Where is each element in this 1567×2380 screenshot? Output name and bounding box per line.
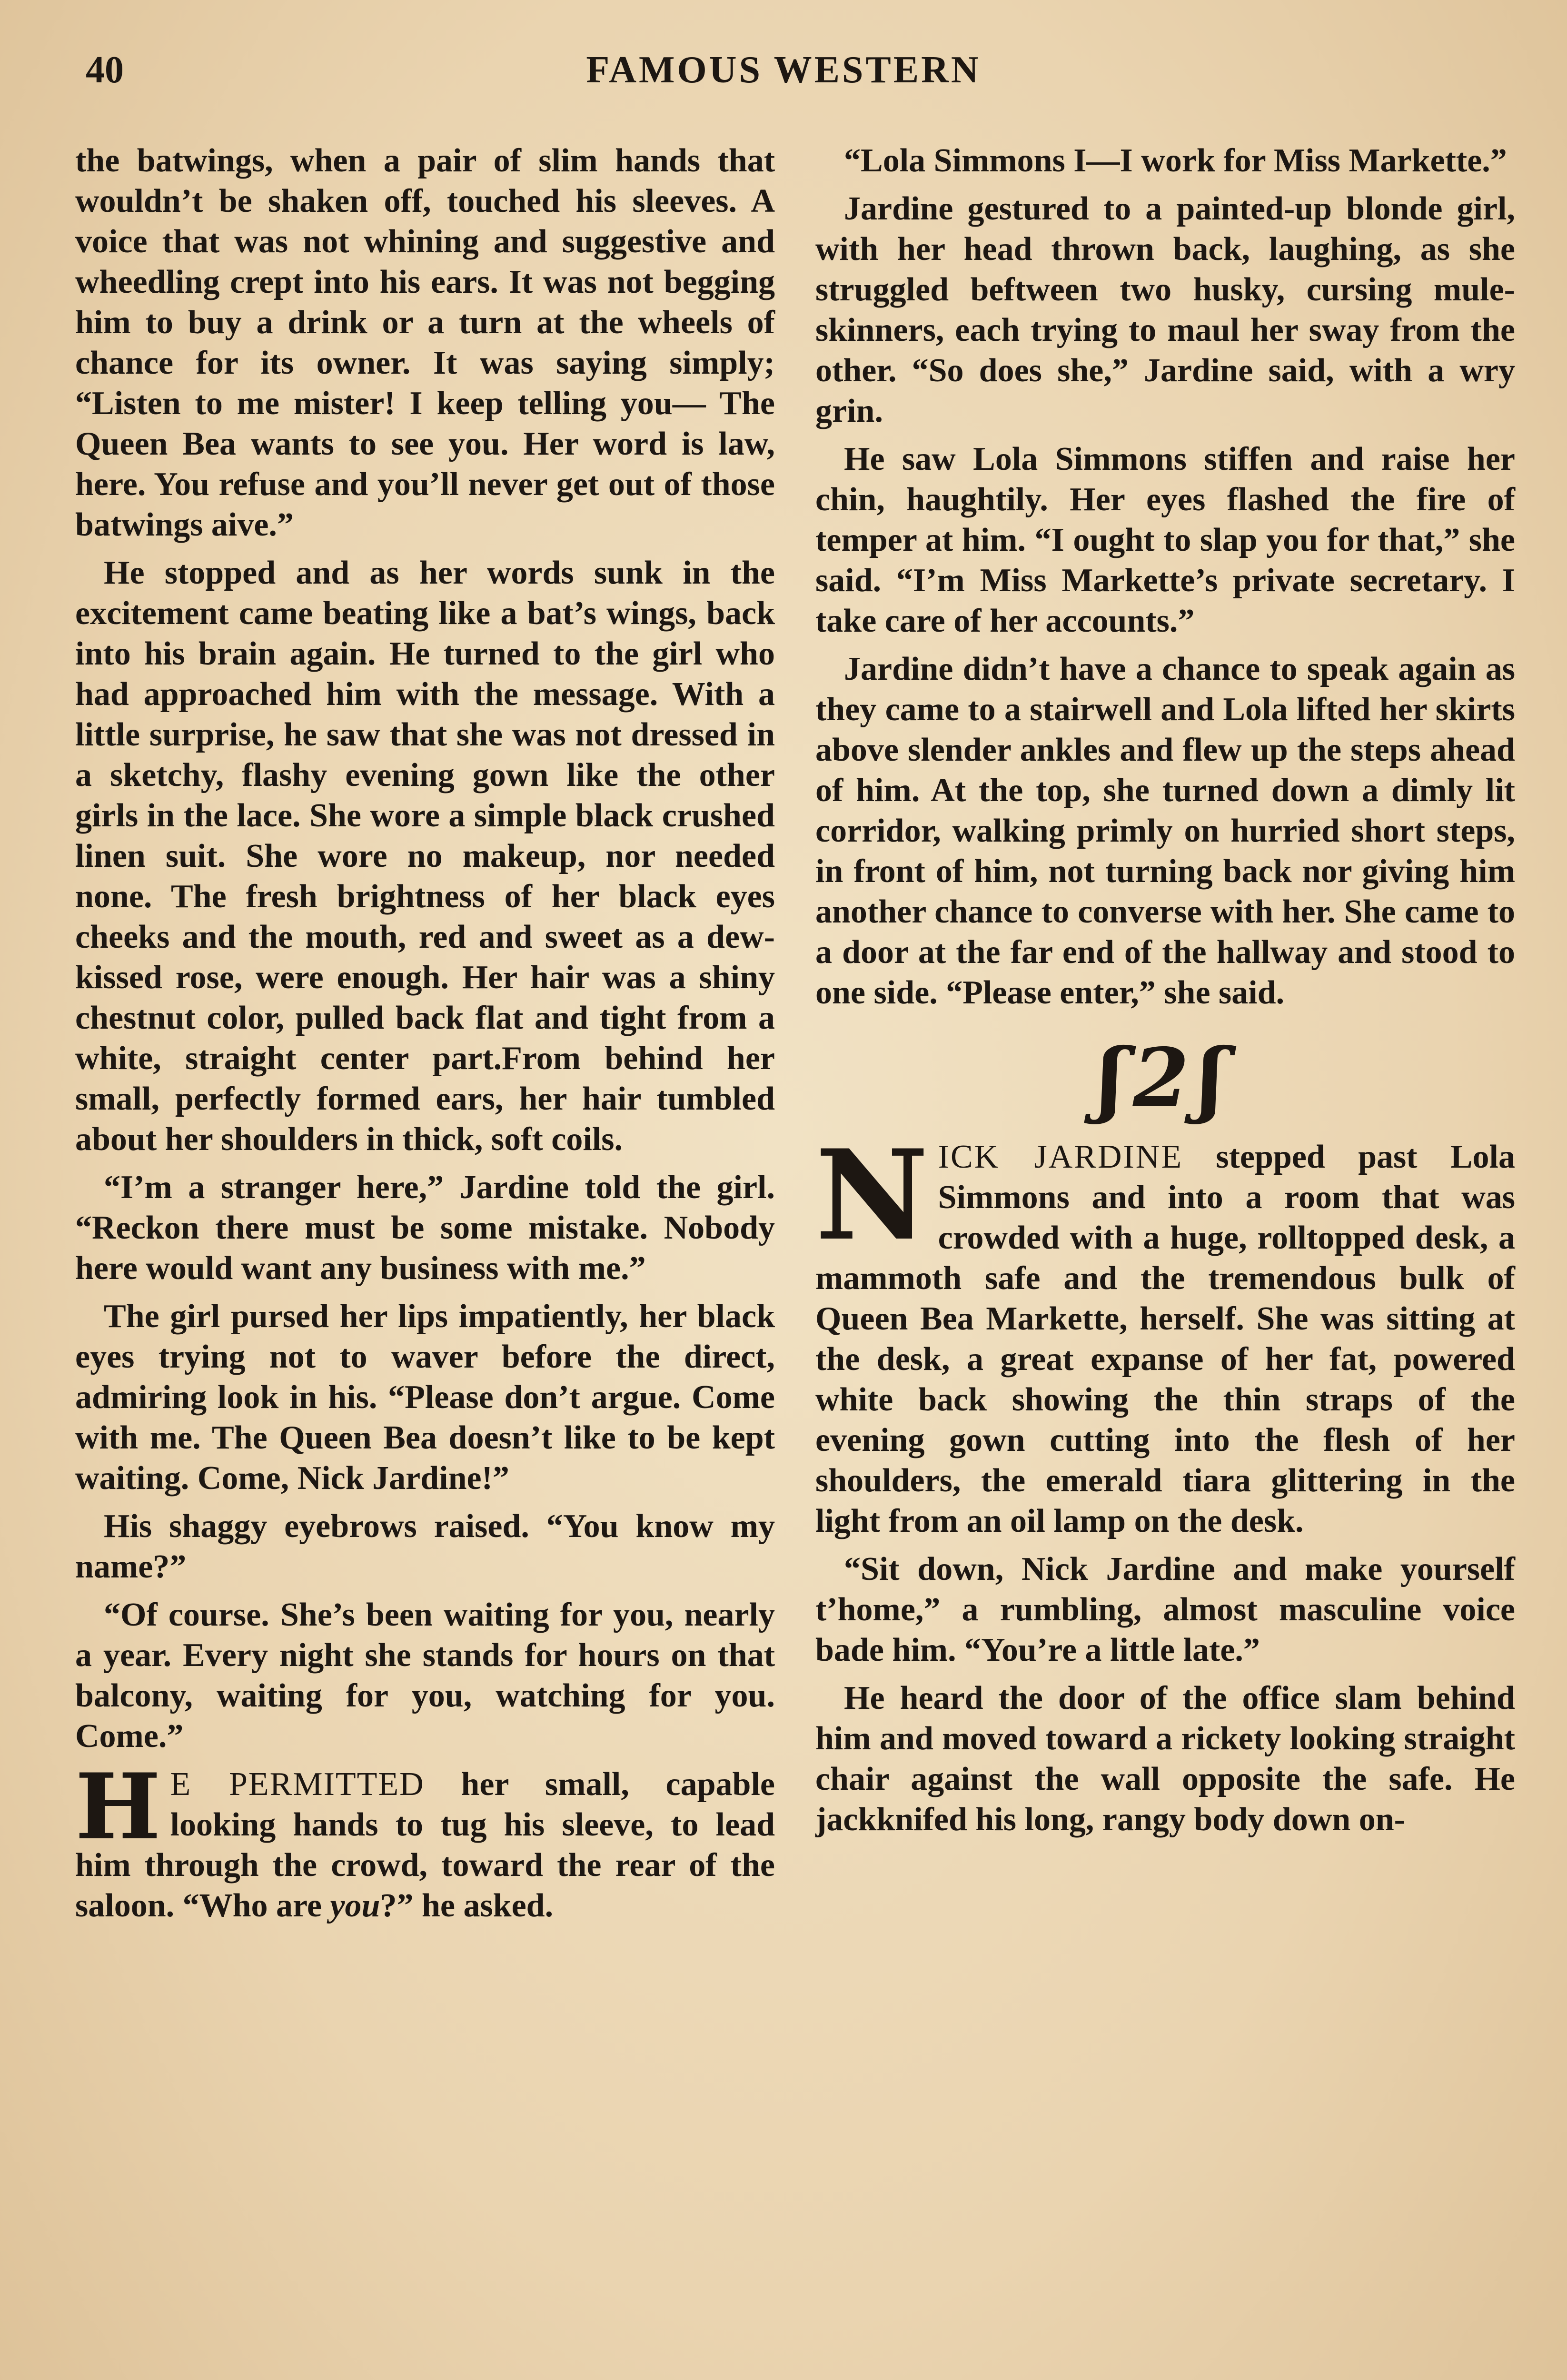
paragraph: His shaggy eyebrows raised. “You know my name?” <box>75 1508 775 1585</box>
paragraph: He stopped and as her words sunk in the excitement came beating like a bat’s wings, back into his brain again. He turned to the girl who had approached him with the message. With a little surprise, he saw that she was not dressed in a sketchy, flashy evening gown like the other girls in the lace. She wore a simple black crushed linen suit. She wore no makeup, nor needed none. The fresh brightness of her black eyes cheeks and the mouth, red and sweet as a dew-kissed rose, were enough. Her hair was a shiny chestnut color, pulled back flat and tight from a white, straight center part.From behind her small, perfectly formed ears, her hair tumbled about her shoulders in thick, soft coils. <box>75 555 775 1158</box>
page-header <box>0 44 1567 101</box>
left-column <box>75 140 775 1934</box>
section-paragraph <box>75 1754 775 1926</box>
emphasis: you <box>330 1887 380 1924</box>
paragraph: “I’m a stranger here,” Jardine told the girl. “Reckon there must be some mistake. Nobody here would want any business with me.” <box>75 1169 775 1287</box>
drop-cap: N <box>815 1123 929 1268</box>
paragraph: “Sit down, Nick Jardine and make yourself t’home,” a rumbling, almost masculine voice bade him. “You’re a little late.” <box>815 1551 1515 1668</box>
paragraph: Jardine gestured to a painted-up blonde girl, with her head thrown back, laughing, as she struggled beftween two husky, cursing mule-skinners, each trying to maul her sway from the other. “So does she,” Jardine said, with a wry grin. <box>815 190 1515 429</box>
section-paragraph <box>815 1123 1515 1541</box>
paragraph: He heard the door of the office slam behind him and moved toward a rickety looking straight chair against the wall opposite the safe. He jackknifed his long, rangy body down on- <box>815 1680 1515 1838</box>
magazine-title: FAMOUS WESTERN <box>586 49 981 91</box>
paragraph: He saw Lola Simmons stiffen and raise her chin, haughtily. Her eyes flashed the fire of temper at him. “I ought to slap you for that,” she said. “I’m Miss Markette’s private secretary. I take care of her accounts.” <box>815 441 1515 639</box>
chapter-ornament: ʃ <box>1198 1031 1233 1126</box>
paragraph: The girl pursed her lips impatiently, her black eyes trying not to waver before the direct, admiring look in his. “Please don’t argue. Come with me. The Queen Bea doesn’t like to be kept waiting. Come, Nick Jardine!” <box>75 1298 775 1497</box>
right-column <box>815 140 1515 1847</box>
paragraph: “Lola Simmons I—I work for Miss Markette.” <box>844 142 1507 179</box>
paragraph-text: stepped past Lola Simmons and into a room that was crowded with a huge, rolltopped desk, a mammoth safe and the tremendous bulk of Queen Bea Markette, herself. She was sitting at the desk, a great expanse of her fat, powered white back showing the thin straps of the evening gown cutting into the flesh of her shoulders, the emerald tiara glittering in the light from an oil lamp on the desk. <box>815 1139 1515 1539</box>
paragraph: the batwings, when a pair of slim hands that wouldn’t be shaken off, touched his sleeves. A voice that was not whining and suggestive and wheedling crept into his ears. It was not begging him to buy a drink or a turn at the wheels of chance for its owner. It was saying simply; “Listen to me mister! I keep telling you— The Queen Bea wants to see you. Her word is law, here. You refuse and you’ll never get out of those batwings aive.” <box>75 142 775 543</box>
drop-cap: H <box>75 1754 161 1860</box>
chapter-marker <box>815 1031 1515 1126</box>
lead-in: E PERMITTED <box>170 1766 425 1803</box>
page-number: 40 <box>86 49 124 91</box>
paragraph-text: her small, capable looking hands to tug his sleeve, to lead him through the crowd, toward the rear of the saloon. “Who are <box>75 1766 775 1924</box>
paragraph: “Of course. She’s been waiting for you, nearly a year. Every night she stands for hours on that balcony, waiting for you, watching for you. Come.” <box>75 1597 775 1755</box>
chapter-ornament: ʃ <box>1097 1031 1133 1126</box>
chapter-number: 2 <box>1132 1031 1198 1126</box>
paragraph: Jardine didn’t have a chance to speak again as they came to a stairwell and Lola lifted her skirts above slender ankles and flew up the steps ahead of him. At the top, she turned down a dimly lit corridor, walking primly on hurried short steps, in front of him, not turning back nor giving him another chance to converse with her. She came to a door at the far end of the hallway and stood to one side. “Please enter,” she said. <box>815 651 1515 1011</box>
paragraph-text: ?” he asked. <box>380 1887 554 1924</box>
lead-in: ICK JARDINE <box>938 1139 1183 1175</box>
